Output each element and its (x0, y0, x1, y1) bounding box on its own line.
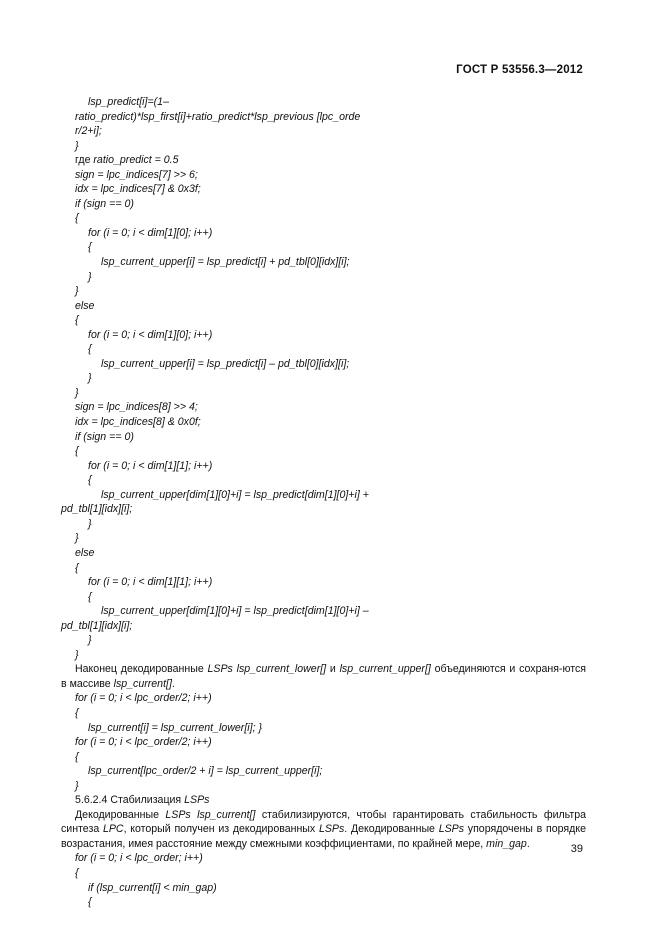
text-run-italic: lsp_current_upper[] (339, 663, 431, 676)
section-heading-text: 5.6.2.4 Стабилизация (75, 794, 185, 807)
code-line: } (88, 270, 92, 283)
where-expression: ratio_predict = 0.5 (93, 154, 179, 167)
code-line: lsp_current[i] = lsp_current_lower[i]; } (88, 721, 262, 734)
code-line: sign = lpc_indices[7] >> 6; (75, 168, 198, 181)
code-line: } (75, 386, 79, 399)
text-run: упорядочены в порядке возрастания, имея расстояние между смежными коэффициентами, по крайней мере, (61, 823, 586, 850)
paragraph-stabilization-description (61, 808, 586, 852)
text-run: . (171, 677, 175, 690)
page-header: ГОСТ Р 53556.3—2012 (456, 64, 583, 76)
page-content (61, 95, 586, 910)
code-line: lsp_current_upper[dim[1][0]+i] = lsp_predict[dim[1][0]+i] + (101, 488, 369, 501)
code-line: for (i = 0; i < dim[1][1]; i++) (88, 459, 213, 472)
code-line: sign = lpc_indices[8] >> 4; (75, 401, 198, 414)
code-line: for (i = 0; i < lpc_order; i++) (75, 852, 203, 865)
text-run-italic: min_gap (486, 837, 527, 850)
code-line: } (75, 285, 79, 298)
code-line: lsp_current[lpc_order/2 + i] = lsp_current_upper[i]; (88, 765, 323, 778)
code-line: for (i = 0; i < dim[1][0]; i++) (88, 226, 213, 239)
code-line: { (75, 445, 79, 458)
code-line: else (75, 546, 95, 559)
code-line: pd_tbl[1][idx][i]; (61, 503, 133, 516)
text-run: Наконец декодированные (75, 663, 208, 676)
code-line: } (88, 517, 92, 530)
code-line: } (88, 372, 92, 385)
code-line: { (75, 706, 79, 719)
code-line: } (75, 139, 79, 152)
page-number: 39 (570, 843, 583, 855)
code-line: idx = lpc_indices[7] & 0x3f; (75, 183, 201, 196)
code-line: { (75, 212, 79, 225)
code-line: } (75, 532, 79, 545)
text-run-italic: LPC (102, 823, 124, 836)
section-heading (61, 793, 586, 808)
text-run: Декодированные (75, 808, 166, 821)
text-run: . Декодированные (344, 823, 439, 836)
code-line: { (88, 474, 92, 487)
code-line: pd_tbl[1][idx][i]; (61, 619, 133, 632)
code-line: lsp_current_upper[i] = lsp_predict[i] + pd_tbl[0][idx][i]; (101, 256, 350, 269)
code-line: if (lsp_current[i] < min_gap) (88, 881, 217, 894)
code-line: lsp_predict[i]=(1– (88, 96, 169, 108)
paragraph-merge-description (61, 662, 586, 691)
code-line: r/2+i]; (75, 125, 102, 138)
text-run: стабилизируются, чтобы гарантировать стабильность фильтра синтеза (61, 808, 586, 836)
text-run: , который получен из декодированных (123, 823, 319, 836)
text-run: . (526, 837, 530, 850)
code-line: { (88, 343, 92, 356)
code-line: for (i = 0; i < dim[1][1]; i++) (88, 576, 213, 589)
code-line: { (88, 896, 92, 909)
section-heading-italic: LSPs (184, 794, 210, 807)
code-line: for (i = 0; i < lpc_order/2; i++) (75, 692, 212, 705)
code-line: } (75, 779, 79, 792)
code-line: { (88, 241, 92, 254)
code-line: { (75, 866, 79, 879)
code-line: lsp_current_upper[i] = lsp_predict[i] – pd_tbl[0][idx][i]; (101, 357, 350, 370)
code-line: { (75, 314, 79, 327)
code-line: if (sign == 0) (75, 430, 134, 443)
code-line: lsp_current_upper[dim[1][0]+i] = lsp_predict[dim[1][0]+i] – (101, 605, 369, 618)
code-line: { (88, 590, 92, 603)
code-line: for (i = 0; i < lpc_order/2; i++) (75, 736, 212, 749)
where-line (61, 153, 586, 168)
code-line: } (75, 648, 79, 661)
text-run-italic: LSPs lsp_current_lower[] (207, 663, 327, 676)
code-line: } (88, 634, 92, 647)
where-prefix: где (75, 154, 94, 167)
text-run-italic: lsp_current[] (113, 677, 172, 690)
code-line: if (sign == 0) (75, 197, 134, 210)
code-line: { (75, 561, 79, 574)
text-run-italic: LSPs lsp_current[] (165, 808, 256, 821)
text-run-italic: LSPs (318, 823, 345, 836)
text-run: и (326, 663, 340, 676)
code-line: idx = lpc_indices[8] & 0x0f; (75, 416, 201, 429)
text-run: объединяются и сохраня-ются в массиве (61, 663, 586, 690)
code-line: else (75, 299, 95, 312)
code-line: for (i = 0; i < dim[1][0]; i++) (88, 328, 213, 341)
code-line: { (75, 750, 79, 763)
text-run-italic: LSPs (438, 823, 465, 836)
code-line: ratio_predict)*lsp_first[i]+ratio_predict*lsp_previous [lpc_orde (75, 110, 361, 123)
